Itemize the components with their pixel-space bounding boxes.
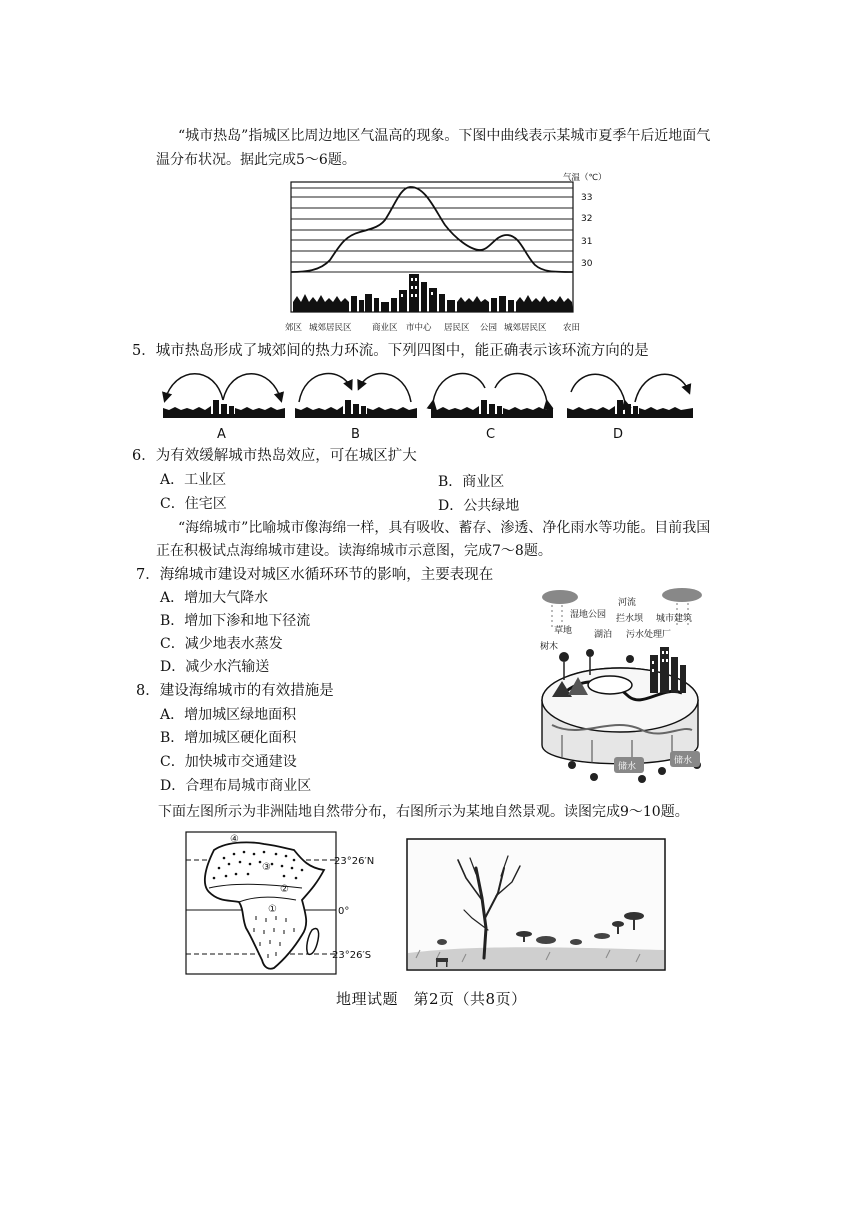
- q5-diagram-b: [295, 374, 417, 418]
- savanna-landscape-image: [406, 838, 666, 971]
- sponge-label-river: 河流: [618, 598, 637, 608]
- q7-option-c: C．减少地表水蒸发: [160, 636, 283, 652]
- temp-tick-30: 30: [581, 259, 593, 269]
- q7-option-a: A．增加大气降水: [160, 590, 269, 606]
- temp-tick-31: 31: [581, 237, 593, 247]
- q6-option-b: B．商业区: [438, 474, 505, 490]
- q6-stem: 6．为有效缓解城市热岛效应，可在城区扩大: [132, 448, 417, 464]
- q8-option-b: B．增加城区硬化面积: [160, 730, 297, 746]
- sponge-label-grassland: 草地: [554, 626, 573, 636]
- q5-label-b: B: [351, 427, 360, 442]
- heat-island-temperature-chart: [285, 170, 610, 336]
- q8-stem: 8．建设海绵城市的有效措施是: [136, 683, 334, 699]
- sponge-label-city-buildings: 城市建筑: [656, 614, 693, 624]
- page-footer: 地理试题 第2页（共8页）: [336, 990, 527, 1008]
- zone-marker-4: ④: [230, 834, 239, 845]
- zone-label-city-center: 市中心: [406, 323, 432, 333]
- q7-option-b: B．增加下渗和地下径流: [160, 613, 311, 629]
- q8-option-c: C．加快城市交通建设: [160, 754, 297, 770]
- lat-label-equator: 0°: [338, 906, 350, 917]
- lat-label-south: 23°26′S: [332, 950, 372, 961]
- zone-label-commercial: 商业区: [372, 323, 398, 333]
- q8-option-d: D．合理布局城市商业区: [160, 778, 312, 794]
- zone-marker-1: ①: [268, 904, 277, 915]
- intro-1-line-1: “城市热岛”指城区比周边地区气温高的现象。下图中曲线表示某城市夏季午后近地面气: [178, 128, 711, 144]
- q5-diagram-a: [163, 374, 285, 418]
- q5-label-c: C: [486, 427, 496, 442]
- q6-option-d: D．公共绿地: [438, 498, 520, 514]
- zone-marker-3: ③: [262, 862, 271, 873]
- q5-label-a: A: [217, 427, 226, 442]
- sponge-label-lake: 湖泊: [594, 630, 613, 640]
- zone-label-suburban-residential-2: 城郊居民区: [504, 323, 547, 333]
- zone-marker-2: ②: [280, 884, 289, 895]
- sponge-label-storage-2: 储水: [674, 756, 693, 766]
- sponge-label-wetland-park: 湿地公园: [570, 610, 607, 620]
- q6-option-c: C．住宅区: [160, 496, 227, 512]
- zone-label-farmland: 农田: [563, 323, 581, 333]
- q5-circulation-options: [155, 360, 715, 442]
- zone-label-park: 公园: [480, 323, 498, 333]
- q6-option-a: A．工业区: [160, 472, 227, 488]
- temp-axis-title: 气温（℃）: [563, 173, 607, 183]
- sponge-label-trees: 树木: [540, 642, 559, 652]
- temp-tick-33: 33: [581, 193, 593, 203]
- q5-label-d: D: [613, 427, 624, 442]
- zone-label-suburb: 郊区: [285, 323, 303, 333]
- zone-label-residential: 居民区: [444, 323, 470, 333]
- lat-label-north: 23°26′N: [334, 856, 375, 867]
- sponge-label-dam: 拦水坝: [616, 614, 644, 624]
- sponge-city-diagram: [532, 585, 710, 790]
- temp-tick-32: 32: [581, 214, 593, 224]
- q7-stem: 7．海绵城市建设对城区水循环环节的影响，主要表现在: [136, 567, 494, 583]
- intro-2-line-1: “海绵城市”比喻城市像海绵一样，具有吸收、蓄存、渗透、净化雨水等功能。目前我国: [178, 520, 711, 536]
- sponge-label-sewage-plant: 污水处理厂: [626, 630, 672, 640]
- intro-1-line-2: 温分布状况。据此完成5～6题。: [156, 152, 356, 168]
- sponge-label-storage-1: 储水: [618, 762, 637, 772]
- q7-option-d: D．减少水汽输送: [160, 659, 270, 675]
- intro-2-line-2: 正在积极试点海绵城市建设。读海绵城市示意图，完成7～8题。: [156, 543, 552, 559]
- madagascar-outline: [307, 928, 319, 954]
- q5-diagram-c: [431, 374, 553, 418]
- q8-option-a: A．增加城区绿地面积: [160, 707, 297, 723]
- zone-label-suburban-residential: 城郊居民区: [309, 323, 352, 333]
- q5-diagram-d: [567, 374, 693, 418]
- africa-natural-zones-map: [184, 830, 384, 978]
- q5-stem: 5．城市热岛形成了城郊间的热力环流。下列四图中，能正确表示该环流方向的是: [132, 343, 649, 359]
- temperature-curve: [291, 187, 573, 272]
- intro-3-line-1: 下面左图所示为非洲陆地自然带分布，右图所示为某地自然景观。读图完成9～10题。: [158, 804, 689, 820]
